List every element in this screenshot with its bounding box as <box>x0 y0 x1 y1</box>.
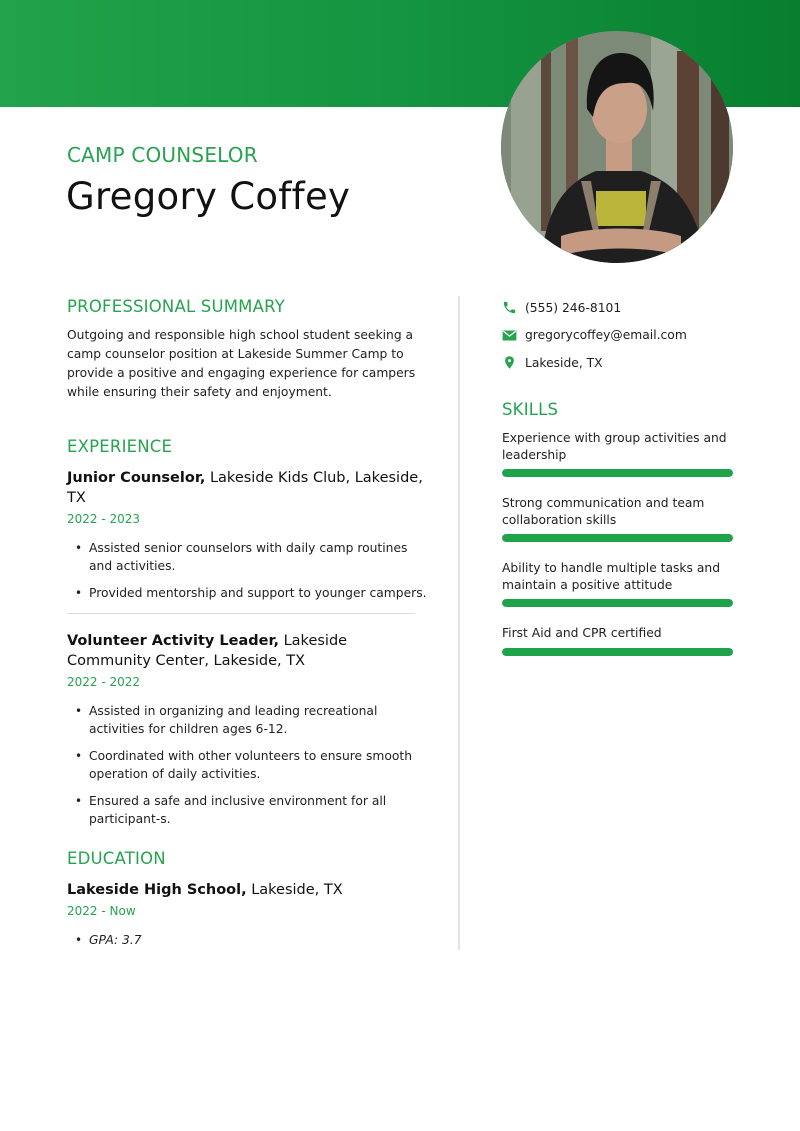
skill-item <box>502 430 734 477</box>
skill-item <box>502 625 734 656</box>
location-text: Lakeside, TX <box>525 355 603 370</box>
entry-school: Lakeside High School, <box>67 882 247 898</box>
entry-dates: 2022 - Now <box>67 904 136 918</box>
skills-heading: SKILLS <box>502 400 559 419</box>
skill-bar-fill <box>502 534 733 542</box>
bullet-icon: • <box>75 933 83 947</box>
bullet-item <box>75 585 427 603</box>
skill-bar <box>502 469 733 477</box>
phone-icon <box>502 300 517 315</box>
skill-bar-fill <box>502 469 733 477</box>
bullet-icon: • <box>75 586 83 600</box>
bullet-item <box>75 540 427 575</box>
skill-label: First Aid and CPR certified <box>502 626 662 640</box>
candidate-name: Gregory Coffey <box>66 175 351 218</box>
summary-text: Outgoing and responsible high school student seeking a camp counselor position at Lakeside Summer Camp to provide a positive and engaging experience for campers while ensuring their safety and enjoyment. <box>67 328 416 399</box>
job-title: CAMP COUNSELOR <box>67 143 258 167</box>
bullet-item <box>75 793 427 828</box>
bullet-text: Assisted senior counselors with daily camp routines and activities. <box>89 541 408 573</box>
entry-dates: 2022 - 2022 <box>67 675 141 689</box>
bullet-item <box>75 932 427 950</box>
entry-organization: Lakeside Community Center, Lakeside, TX <box>67 633 348 669</box>
skill-bar-fill <box>502 648 733 656</box>
entry-role: Volunteer Activity Leader, <box>67 633 279 649</box>
skill-label: Strong communication and team collaboration skills <box>502 496 705 527</box>
email-icon <box>502 328 517 343</box>
entry-dates: 2022 - 2023 <box>67 512 141 526</box>
experience-entry <box>67 631 427 828</box>
skill-bar-fill <box>502 599 733 607</box>
bullet-text: Coordinated with other volunteers to ensure smooth operation of daily activities. <box>89 749 413 781</box>
bullet-text: GPA: 3.7 <box>89 933 142 947</box>
bullet-icon: • <box>75 704 83 718</box>
entry-location: Lakeside, TX <box>246 882 343 898</box>
skills-section <box>502 399 734 656</box>
contact-section <box>502 294 734 377</box>
bullet-icon: • <box>75 749 83 763</box>
experience-heading: EXPERIENCE <box>67 437 173 456</box>
skill-bar <box>502 648 733 656</box>
contact-phone <box>502 294 734 322</box>
bullet-text: Assisted in organizing and leading recreational activities for children ages 6-12. <box>89 704 378 736</box>
profile-photo <box>501 31 733 263</box>
entry-bullets <box>67 932 427 950</box>
experience-entry <box>67 468 427 603</box>
education-section <box>67 848 427 960</box>
skill-label: Experience with group activities and leadership <box>502 431 727 462</box>
entry-heading <box>67 468 427 508</box>
bullet-icon: • <box>75 794 83 808</box>
entry-bullets <box>67 703 427 828</box>
bullet-item <box>75 748 427 783</box>
experience-section <box>67 436 427 838</box>
skill-label: Ability to handle multiple tasks and maintain a positive attitude <box>502 561 721 592</box>
education-entry <box>67 880 427 950</box>
entry-role: Junior Counselor, <box>67 470 206 486</box>
entry-divider <box>67 613 415 615</box>
entry-heading <box>67 880 427 900</box>
phone-text: (555) 246-8101 <box>525 300 622 315</box>
profile-photo-illustration <box>501 31 733 263</box>
bullet-item <box>75 703 427 738</box>
entry-bullets <box>67 540 427 603</box>
contact-email <box>502 322 734 350</box>
skill-item <box>502 560 734 607</box>
entry-heading <box>67 631 417 671</box>
entry-organization: Lakeside Kids Club, Lakeside, TX <box>67 470 423 506</box>
location-pin-icon <box>502 355 517 370</box>
bullet-icon: • <box>75 541 83 555</box>
email-text[interactable]: gregorycoffey@email.com <box>525 328 687 343</box>
column-divider <box>458 296 460 950</box>
contact-location <box>502 349 734 377</box>
skill-bar <box>502 534 733 542</box>
summary-section <box>67 296 427 402</box>
education-heading: EDUCATION <box>67 849 166 868</box>
skill-bar <box>502 599 733 607</box>
bullet-text: Ensured a safe and inclusive environment for all participant-s. <box>89 794 387 826</box>
summary-heading: PROFESSIONAL SUMMARY <box>67 297 285 316</box>
bullet-text: Provided mentorship and support to younger campers. <box>89 586 427 600</box>
skill-item <box>502 495 734 542</box>
